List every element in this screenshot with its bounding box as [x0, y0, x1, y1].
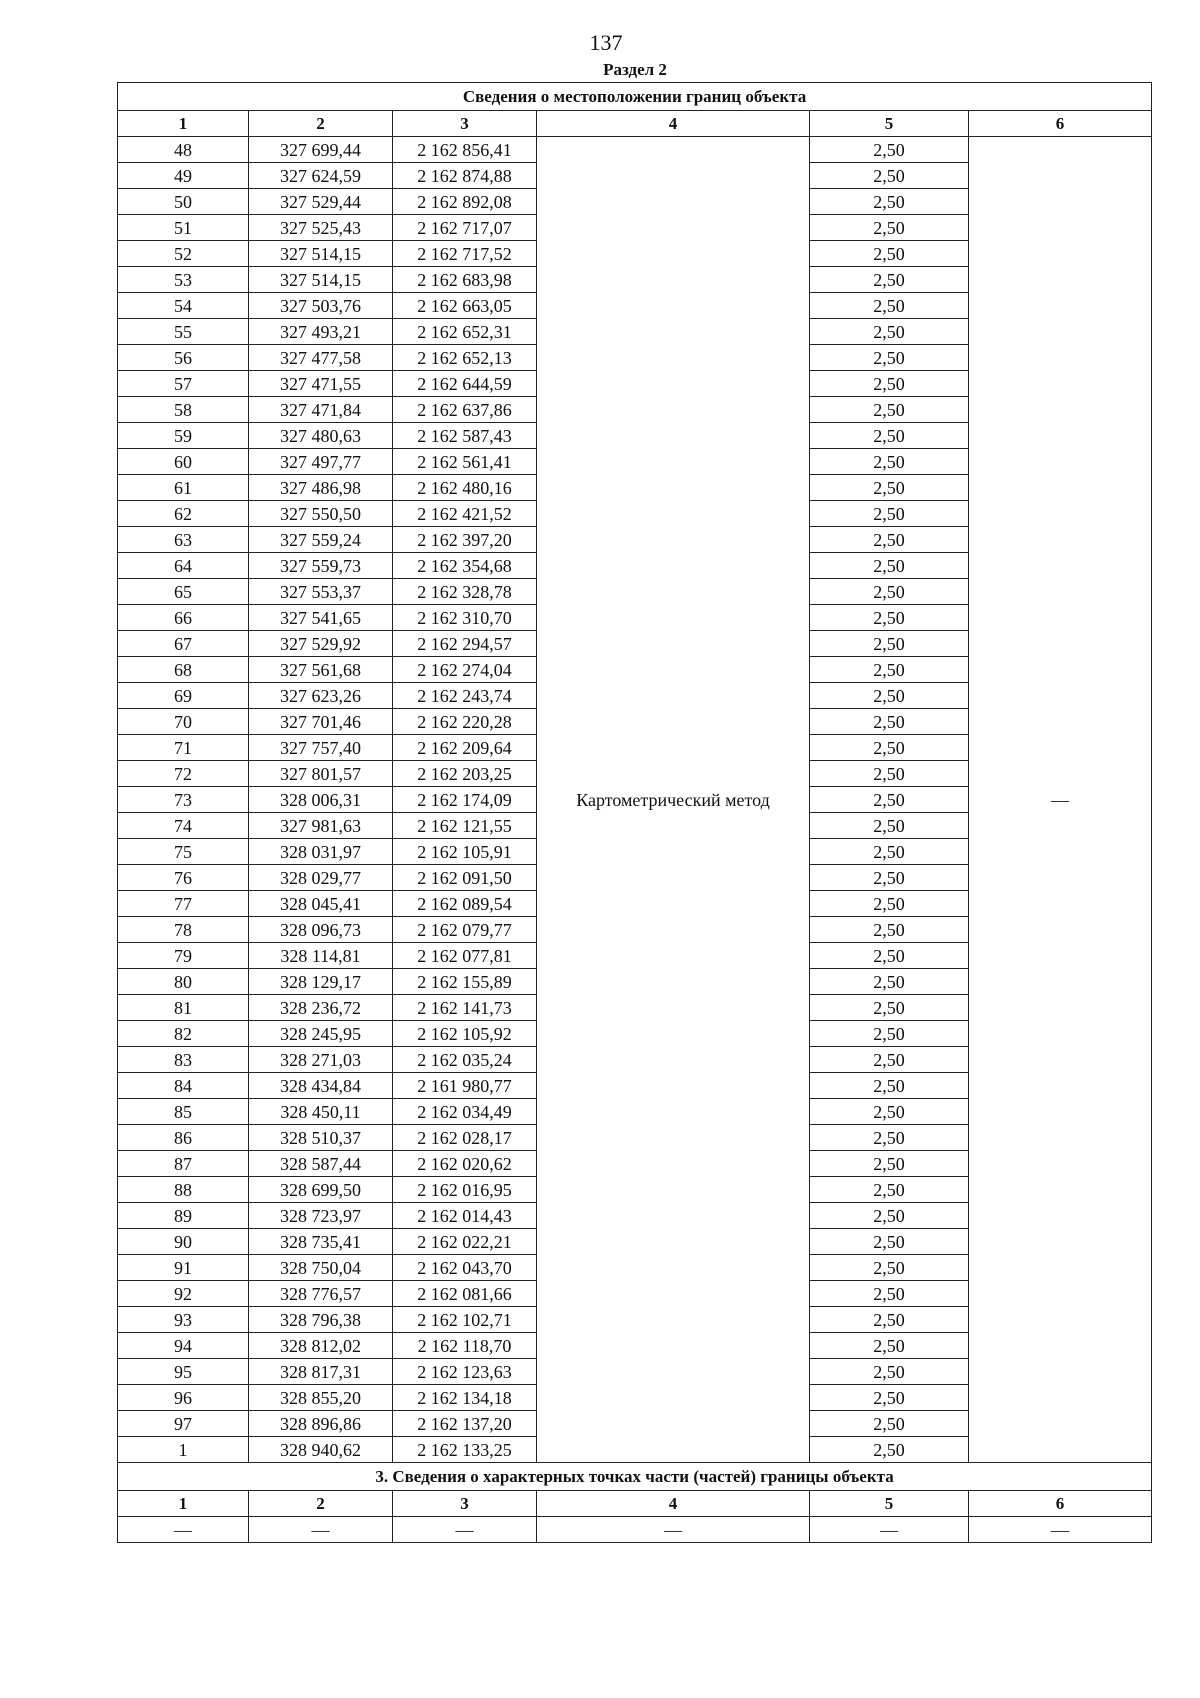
y-coordinate-cell: 2 162 243,74 [393, 683, 537, 709]
column-number: 3 [393, 1491, 537, 1517]
method-cell: Картометрический метод [537, 137, 810, 1463]
x-coordinate-cell: 328 940,62 [249, 1437, 393, 1463]
empty-cell: — [969, 1517, 1152, 1543]
y-coordinate-cell: 2 162 155,89 [393, 969, 537, 995]
x-coordinate-cell: 328 031,97 [249, 839, 393, 865]
point-number-cell: 59 [118, 423, 249, 449]
point-number-cell: 84 [118, 1073, 249, 1099]
x-coordinate-cell: 328 723,97 [249, 1203, 393, 1229]
empty-cell: — [810, 1517, 969, 1543]
x-coordinate-cell: 327 561,68 [249, 657, 393, 683]
point-number-cell: 61 [118, 475, 249, 501]
point-number-cell: 54 [118, 293, 249, 319]
accuracy-cell: 2,50 [810, 215, 969, 241]
accuracy-cell: 2,50 [810, 423, 969, 449]
x-coordinate-cell: 328 817,31 [249, 1359, 393, 1385]
point-number-cell: 82 [118, 1021, 249, 1047]
column-number-row [118, 111, 1152, 137]
accuracy-cell: 2,50 [810, 1047, 969, 1073]
point-number-cell: 56 [118, 345, 249, 371]
point-number-cell: 85 [118, 1099, 249, 1125]
x-coordinate-cell: 327 550,50 [249, 501, 393, 527]
x-coordinate-cell: 328 699,50 [249, 1177, 393, 1203]
point-number-cell: 96 [118, 1385, 249, 1411]
x-coordinate-cell: 327 624,59 [249, 163, 393, 189]
y-coordinate-cell: 2 162 209,64 [393, 735, 537, 761]
column-number: 5 [810, 111, 969, 137]
point-number-cell: 69 [118, 683, 249, 709]
point-number-cell: 50 [118, 189, 249, 215]
accuracy-cell: 2,50 [810, 683, 969, 709]
x-coordinate-cell: 328 006,31 [249, 787, 393, 813]
y-coordinate-cell: 2 162 105,91 [393, 839, 537, 865]
point-number-cell: 66 [118, 605, 249, 631]
point-number-cell: 73 [118, 787, 249, 813]
x-coordinate-cell: 327 503,76 [249, 293, 393, 319]
column-number: 3 [393, 111, 537, 137]
y-coordinate-cell: 2 162 174,09 [393, 787, 537, 813]
y-coordinate-cell: 2 162 035,24 [393, 1047, 537, 1073]
y-coordinate-cell: 2 162 652,13 [393, 345, 537, 371]
accuracy-cell: 2,50 [810, 1099, 969, 1125]
y-coordinate-cell: 2 162 102,71 [393, 1307, 537, 1333]
y-coordinate-cell: 2 162 717,07 [393, 215, 537, 241]
empty-cell: — [118, 1517, 249, 1543]
x-coordinate-cell: 328 096,73 [249, 917, 393, 943]
x-coordinate-cell: 328 896,86 [249, 1411, 393, 1437]
x-coordinate-cell: 328 796,38 [249, 1307, 393, 1333]
accuracy-cell: 2,50 [810, 891, 969, 917]
accuracy-cell: 2,50 [810, 293, 969, 319]
column-number: 6 [969, 1491, 1152, 1517]
y-coordinate-cell: 2 162 141,73 [393, 995, 537, 1021]
point-number-cell: 97 [118, 1411, 249, 1437]
accuracy-cell: 2,50 [810, 969, 969, 995]
y-coordinate-cell: 2 162 077,81 [393, 943, 537, 969]
x-coordinate-cell: 327 559,24 [249, 527, 393, 553]
boundary-table [117, 82, 1152, 1543]
accuracy-cell: 2,50 [810, 735, 969, 761]
accuracy-cell: 2,50 [810, 657, 969, 683]
point-number-cell: 58 [118, 397, 249, 423]
x-coordinate-cell: 327 493,21 [249, 319, 393, 345]
y-coordinate-cell: 2 162 105,92 [393, 1021, 537, 1047]
column-number: 1 [118, 1491, 249, 1517]
point-number-cell: 92 [118, 1281, 249, 1307]
y-coordinate-cell: 2 162 133,25 [393, 1437, 537, 1463]
y-coordinate-cell: 2 162 020,62 [393, 1151, 537, 1177]
x-coordinate-cell: 327 486,98 [249, 475, 393, 501]
accuracy-cell: 2,50 [810, 605, 969, 631]
y-coordinate-cell: 2 162 480,16 [393, 475, 537, 501]
accuracy-cell: 2,50 [810, 1359, 969, 1385]
y-coordinate-cell: 2 162 683,98 [393, 267, 537, 293]
y-coordinate-cell: 2 162 294,57 [393, 631, 537, 657]
x-coordinate-cell: 328 434,84 [249, 1073, 393, 1099]
accuracy-cell: 2,50 [810, 813, 969, 839]
point-number-cell: 48 [118, 137, 249, 163]
accuracy-cell: 2,50 [810, 553, 969, 579]
point-number-cell: 88 [118, 1177, 249, 1203]
accuracy-cell: 2,50 [810, 449, 969, 475]
y-coordinate-cell: 2 162 091,50 [393, 865, 537, 891]
accuracy-cell: 2,50 [810, 1125, 969, 1151]
point-number-cell: 94 [118, 1333, 249, 1359]
accuracy-cell: 2,50 [810, 1203, 969, 1229]
point-number-cell: 79 [118, 943, 249, 969]
accuracy-cell: 2,50 [810, 1333, 969, 1359]
x-coordinate-cell: 327 623,26 [249, 683, 393, 709]
accuracy-cell: 2,50 [810, 1385, 969, 1411]
x-coordinate-cell: 328 271,03 [249, 1047, 393, 1073]
accuracy-cell: 2,50 [810, 917, 969, 943]
y-coordinate-cell: 2 162 034,49 [393, 1099, 537, 1125]
point-number-cell: 52 [118, 241, 249, 267]
point-number-cell: 68 [118, 657, 249, 683]
x-coordinate-cell: 327 529,92 [249, 631, 393, 657]
y-coordinate-cell: 2 162 203,25 [393, 761, 537, 787]
section-title: Раздел 2 [603, 60, 667, 79]
empty-cell: — [249, 1517, 393, 1543]
x-coordinate-cell: 328 045,41 [249, 891, 393, 917]
column-number: 2 [249, 111, 393, 137]
x-coordinate-cell: 327 514,15 [249, 241, 393, 267]
accuracy-cell: 2,50 [810, 267, 969, 293]
x-coordinate-cell: 328 245,95 [249, 1021, 393, 1047]
page-number: 137 [589, 30, 623, 55]
x-coordinate-cell: 328 236,72 [249, 995, 393, 1021]
accuracy-cell: 2,50 [810, 371, 969, 397]
accuracy-cell: 2,50 [810, 865, 969, 891]
y-coordinate-cell: 2 162 856,41 [393, 137, 537, 163]
accuracy-cell: 2,50 [810, 137, 969, 163]
x-coordinate-cell: 328 029,77 [249, 865, 393, 891]
y-coordinate-cell: 2 162 121,55 [393, 813, 537, 839]
y-coordinate-cell: 2 162 022,21 [393, 1229, 537, 1255]
point-number-cell: 55 [118, 319, 249, 345]
accuracy-cell: 2,50 [810, 1307, 969, 1333]
y-coordinate-cell: 2 162 089,54 [393, 891, 537, 917]
point-number-cell: 64 [118, 553, 249, 579]
accuracy-cell: 2,50 [810, 527, 969, 553]
y-coordinate-cell: 2 162 274,04 [393, 657, 537, 683]
accuracy-cell: 2,50 [810, 501, 969, 527]
accuracy-cell: 2,50 [810, 1229, 969, 1255]
point-number-cell: 83 [118, 1047, 249, 1073]
point-number-cell: 67 [118, 631, 249, 657]
x-coordinate-cell: 327 525,43 [249, 215, 393, 241]
accuracy-cell: 2,50 [810, 1177, 969, 1203]
y-coordinate-cell: 2 162 134,18 [393, 1385, 537, 1411]
y-coordinate-cell: 2 162 016,95 [393, 1177, 537, 1203]
x-coordinate-cell: 327 477,58 [249, 345, 393, 371]
point-number-cell: 71 [118, 735, 249, 761]
x-coordinate-cell: 328 776,57 [249, 1281, 393, 1307]
x-coordinate-cell: 328 510,37 [249, 1125, 393, 1151]
x-coordinate-cell: 328 129,17 [249, 969, 393, 995]
parts-empty-row [118, 1517, 1152, 1543]
empty-cell: — [393, 1517, 537, 1543]
point-number-cell: 57 [118, 371, 249, 397]
accuracy-cell: 2,50 [810, 631, 969, 657]
accuracy-cell: 2,50 [810, 1437, 969, 1463]
column-number: 6 [969, 111, 1152, 137]
accuracy-cell: 2,50 [810, 787, 969, 813]
accuracy-cell: 2,50 [810, 475, 969, 501]
accuracy-cell: 2,50 [810, 943, 969, 969]
y-coordinate-cell: 2 162 561,41 [393, 449, 537, 475]
accuracy-cell: 2,50 [810, 839, 969, 865]
point-number-cell: 1 [118, 1437, 249, 1463]
y-coordinate-cell: 2 162 118,70 [393, 1333, 537, 1359]
point-number-cell: 65 [118, 579, 249, 605]
column-number: 4 [537, 111, 810, 137]
x-coordinate-cell: 327 471,55 [249, 371, 393, 397]
y-coordinate-cell: 2 161 980,77 [393, 1073, 537, 1099]
y-coordinate-cell: 2 162 137,20 [393, 1411, 537, 1437]
point-number-cell: 80 [118, 969, 249, 995]
point-number-cell: 78 [118, 917, 249, 943]
y-coordinate-cell: 2 162 421,52 [393, 501, 537, 527]
x-coordinate-cell: 327 801,57 [249, 761, 393, 787]
y-coordinate-cell: 2 162 043,70 [393, 1255, 537, 1281]
parts-column-number-row [118, 1491, 1152, 1517]
accuracy-cell: 2,50 [810, 163, 969, 189]
point-number-cell: 91 [118, 1255, 249, 1281]
point-number-cell: 81 [118, 995, 249, 1021]
y-coordinate-cell: 2 162 354,68 [393, 553, 537, 579]
point-number-cell: 93 [118, 1307, 249, 1333]
y-coordinate-cell: 2 162 123,63 [393, 1359, 537, 1385]
column-number: 1 [118, 111, 249, 137]
x-coordinate-cell: 328 855,20 [249, 1385, 393, 1411]
accuracy-cell: 2,50 [810, 995, 969, 1021]
point-number-cell: 95 [118, 1359, 249, 1385]
accuracy-cell: 2,50 [810, 241, 969, 267]
x-coordinate-cell: 328 812,02 [249, 1333, 393, 1359]
x-coordinate-cell: 327 559,73 [249, 553, 393, 579]
point-number-cell: 60 [118, 449, 249, 475]
point-number-cell: 53 [118, 267, 249, 293]
x-coordinate-cell: 327 529,44 [249, 189, 393, 215]
y-coordinate-cell: 2 162 637,86 [393, 397, 537, 423]
y-coordinate-cell: 2 162 892,08 [393, 189, 537, 215]
x-coordinate-cell: 327 497,77 [249, 449, 393, 475]
accuracy-cell: 2,50 [810, 397, 969, 423]
column-number: 5 [810, 1491, 969, 1517]
x-coordinate-cell: 327 514,15 [249, 267, 393, 293]
point-number-cell: 51 [118, 215, 249, 241]
x-coordinate-cell: 328 450,11 [249, 1099, 393, 1125]
x-coordinate-cell: 327 757,40 [249, 735, 393, 761]
x-coordinate-cell: 327 541,65 [249, 605, 393, 631]
y-coordinate-cell: 2 162 079,77 [393, 917, 537, 943]
y-coordinate-cell: 2 162 220,28 [393, 709, 537, 735]
point-number-cell: 62 [118, 501, 249, 527]
x-coordinate-cell: 327 981,63 [249, 813, 393, 839]
y-coordinate-cell: 2 162 014,43 [393, 1203, 537, 1229]
accuracy-cell: 2,50 [810, 709, 969, 735]
point-number-cell: 76 [118, 865, 249, 891]
accuracy-cell: 2,50 [810, 1411, 969, 1437]
column6-cell: — [969, 137, 1152, 1463]
y-coordinate-cell: 2 162 663,05 [393, 293, 537, 319]
accuracy-cell: 2,50 [810, 761, 969, 787]
y-coordinate-cell: 2 162 081,66 [393, 1281, 537, 1307]
accuracy-cell: 2,50 [810, 1281, 969, 1307]
point-number-cell: 89 [118, 1203, 249, 1229]
point-number-cell: 70 [118, 709, 249, 735]
y-coordinate-cell: 2 162 028,17 [393, 1125, 537, 1151]
point-number-cell: 72 [118, 761, 249, 787]
x-coordinate-cell: 327 480,63 [249, 423, 393, 449]
y-coordinate-cell: 2 162 644,59 [393, 371, 537, 397]
y-coordinate-cell: 2 162 328,78 [393, 579, 537, 605]
accuracy-cell: 2,50 [810, 1021, 969, 1047]
accuracy-cell: 2,50 [810, 579, 969, 605]
x-coordinate-cell: 327 699,44 [249, 137, 393, 163]
parts-caption: 3. Сведения о характерных точках части (частей) границы объекта [118, 1463, 1152, 1491]
boundaries-caption: Сведения о местоположении границ объекта [118, 83, 1152, 111]
accuracy-cell: 2,50 [810, 189, 969, 215]
x-coordinate-cell: 328 735,41 [249, 1229, 393, 1255]
accuracy-cell: 2,50 [810, 1073, 969, 1099]
column-number: 2 [249, 1491, 393, 1517]
x-coordinate-cell: 327 471,84 [249, 397, 393, 423]
accuracy-cell: 2,50 [810, 1255, 969, 1281]
x-coordinate-cell: 328 587,44 [249, 1151, 393, 1177]
y-coordinate-cell: 2 162 310,70 [393, 605, 537, 631]
y-coordinate-cell: 2 162 587,43 [393, 423, 537, 449]
x-coordinate-cell: 327 553,37 [249, 579, 393, 605]
y-coordinate-cell: 2 162 652,31 [393, 319, 537, 345]
point-number-cell: 75 [118, 839, 249, 865]
point-number-cell: 74 [118, 813, 249, 839]
point-number-cell: 63 [118, 527, 249, 553]
y-coordinate-cell: 2 162 717,52 [393, 241, 537, 267]
column-number: 4 [537, 1491, 810, 1517]
point-number-cell: 90 [118, 1229, 249, 1255]
table-row [118, 137, 1152, 163]
empty-cell: — [537, 1517, 810, 1543]
y-coordinate-cell: 2 162 874,88 [393, 163, 537, 189]
point-number-cell: 49 [118, 163, 249, 189]
accuracy-cell: 2,50 [810, 345, 969, 371]
accuracy-cell: 2,50 [810, 1151, 969, 1177]
point-number-cell: 87 [118, 1151, 249, 1177]
point-number-cell: 77 [118, 891, 249, 917]
point-number-cell: 86 [118, 1125, 249, 1151]
x-coordinate-cell: 327 701,46 [249, 709, 393, 735]
accuracy-cell: 2,50 [810, 319, 969, 345]
y-coordinate-cell: 2 162 397,20 [393, 527, 537, 553]
x-coordinate-cell: 328 114,81 [249, 943, 393, 969]
x-coordinate-cell: 328 750,04 [249, 1255, 393, 1281]
